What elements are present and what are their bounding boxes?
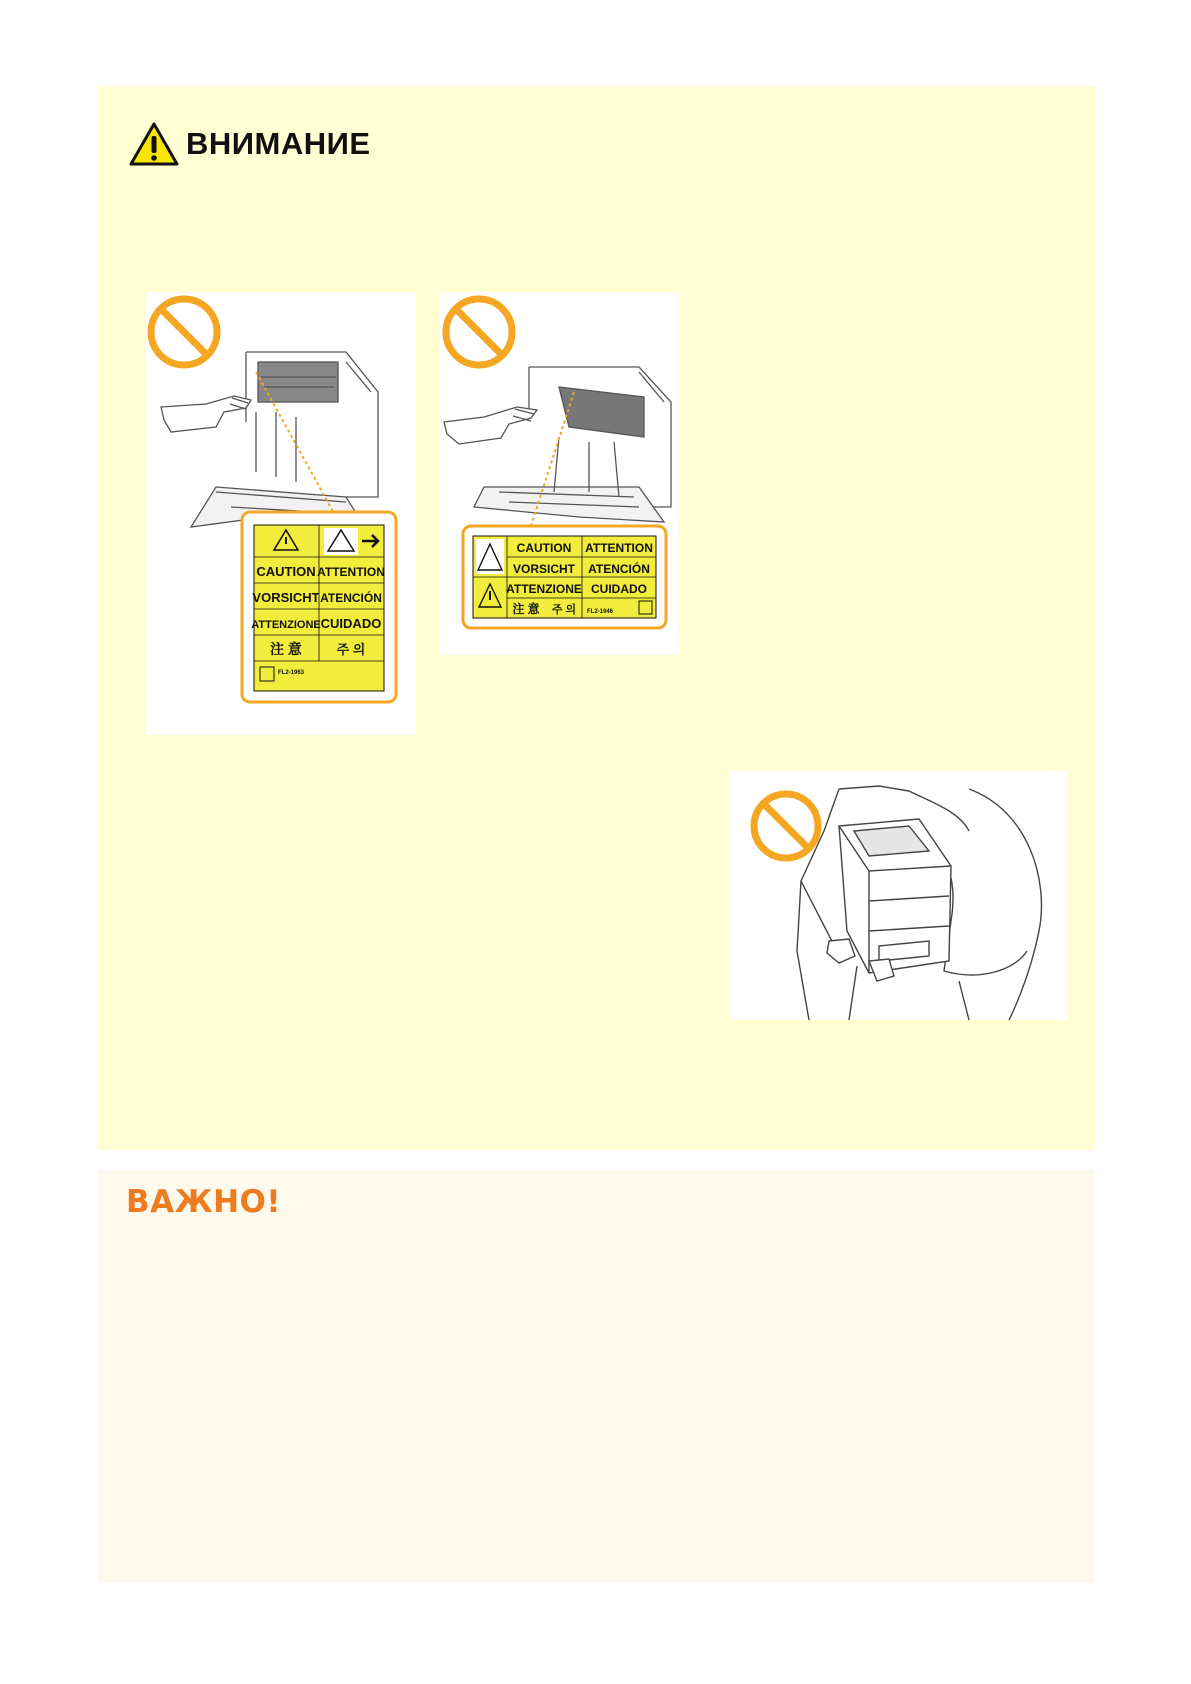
warning-triangle-icon — [128, 121, 180, 167]
prohibited-icon — [446, 299, 512, 365]
prohibited-icon — [754, 794, 818, 858]
label1-r1c1: CAUTION — [256, 564, 316, 579]
hand-drawing — [161, 396, 251, 432]
label2-r2c1: VORSICHT — [512, 562, 576, 576]
label2-r4c2: 주 의 — [551, 604, 577, 616]
label2-r3c1: ATTENZIONE — [506, 582, 582, 596]
label1-r3c1: ATTENZIONE — [251, 619, 321, 631]
printer-drawing — [191, 352, 378, 532]
label1-code: FL2-1963 — [278, 670, 305, 676]
label1-r4c1: 注 意 — [270, 641, 302, 657]
caution-title: ВНИМАНИЕ — [186, 126, 371, 161]
label2-r1c1: CAUTION — [516, 541, 572, 555]
caution-header — [128, 120, 371, 168]
fixing-unit-illustration-1 — [146, 292, 416, 735]
printer-drawing — [474, 367, 671, 522]
hand-drawing — [444, 407, 537, 444]
printer-drawing — [839, 819, 951, 973]
important-title: ВАЖНО! — [126, 1184, 282, 1220]
label2-r3c2: CUIDADO — [591, 582, 647, 596]
label1-r2c2: ATENCIÓN — [320, 591, 382, 605]
fixing-unit-illustration-2 — [439, 292, 679, 655]
label2-r2c2: ATENCIÓN — [588, 562, 650, 576]
label2-code: FL2-1946 — [587, 609, 614, 615]
label2-r4c1: 注 意 — [512, 602, 540, 616]
caution-box — [98, 86, 1095, 1150]
important-box — [98, 1170, 1095, 1583]
label1-r4c2: 주 의 — [336, 642, 366, 657]
label1-r3c2: CUIDADO — [320, 616, 382, 631]
label2-r1c2: ATTENTION — [585, 541, 653, 555]
prohibited-icon — [151, 299, 217, 365]
label1-r2c1: VORSICHT — [252, 590, 320, 605]
carrying-printer-illustration — [729, 771, 1067, 1020]
label1-r1c2: ATTENTION — [317, 565, 385, 579]
